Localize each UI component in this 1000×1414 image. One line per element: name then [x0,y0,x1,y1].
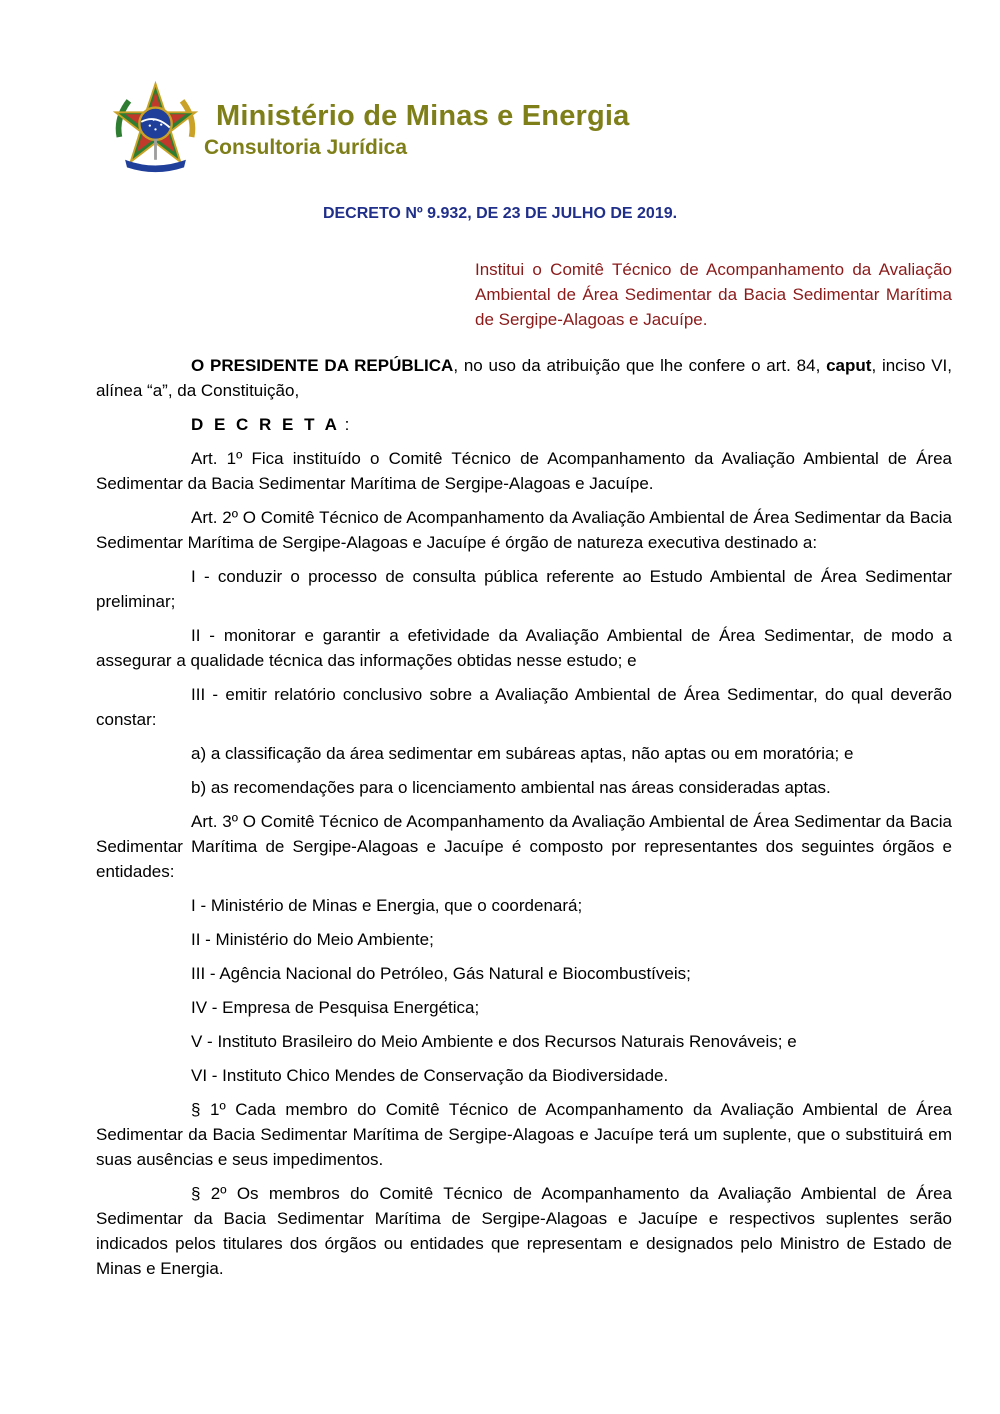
article-2: Art. 2º O Comitê Técnico de Acompanhamento da Avaliação Ambiental de Área Sedimentar da Bacia Sedimentar Marítima de Sergipe-Alagoas e Jacuípe é órgão de natureza executiva destinado a: [96,508,952,552]
article-3: Art. 3º O Comitê Técnico de Acompanhamento da Avaliação Ambiental de Área Sedimentar da Bacia Sedimentar Marítima de Sergipe-Alagoas e Jacuípe é composto por representantes dos seguintes órgãos e entidades: [96,812,952,881]
article-3-item-iii: III - Agência Nacional do Petróleo, Gás Natural e Biocombustíveis; [191,964,691,983]
article-2-item-ii: II - monitorar e garantir a efetividade da Avaliação Ambiental de Área Sedimentar, de modo a assegurar a qualidade técnica das informações obtidas nesse estudo; e [96,626,952,670]
decree-ementa: Institui o Comitê Técnico de Acompanhamento da Avaliação Ambiental de Área Sedimentar da Bacia Sedimentar Marítima de Sergipe-Alagoas e Jacuípe. [475,260,952,329]
preamble-text-a: , no uso da atribuição que lhe confere o art. 84, [453,356,827,375]
article-3-item-vi: VI - Instituto Chico Mendes de Conservação da Biodiversidade. [191,1066,669,1085]
decreta-label: D E C R E T A [191,415,340,434]
coat-of-arms-seal-icon [108,80,203,175]
article-3-item-iv: IV - Empresa de Pesquisa Energética; [191,998,480,1017]
article-3-item-i: I - Ministério de Minas e Energia, que o coordenará; [191,896,583,915]
preamble [96,353,952,403]
preamble-caput: caput [826,356,872,375]
article-3-item-ii: II - Ministério do Meio Ambiente; [191,930,434,949]
preamble-text-b: , inciso VI, alínea “a”, da Constituição, [96,356,952,400]
article-3-paragraph-2: § 2º Os membros do Comitê Técnico de Acompanhamento da Avaliação Ambiental de Área Sedimentar da Bacia Sedimentar Marítima de Sergipe-Alagoas e Jacuípe e respectivos suplentes serão indicados pelos titulares dos órgãos ou entidades que representam e designados pelo Ministro de Estado de Minas e Energia. [96,1184,952,1278]
article-3-item-v: V - Instituto Brasileiro do Meio Ambiente e dos Recursos Naturais Renováveis; e [191,1032,797,1051]
decreta-suffix: : [339,415,350,434]
preamble-subject: O PRESIDENTE DA REPÚBLICA [191,356,454,375]
article-2-alinea-b: b) as recomendações para o licenciamento ambiental nas áreas consideradas aptas. [191,778,831,797]
decree-body [96,353,952,1290]
letterhead [108,80,708,180]
office-name: Consultoria Jurídica [204,136,408,159]
article-2-item-i: I - conduzir o processo de consulta pública referente ao Estudo Ambiental de Área Sedimentar preliminar; [96,567,952,611]
article-2-item-iii: III - emitir relatório conclusivo sobre a Avaliação Ambiental de Área Sedimentar, do qual deverão constar: [96,685,952,729]
ministry-name: Ministério de Minas e Energia [216,100,630,132]
article-3-paragraph-1: § 1º Cada membro do Comitê Técnico de Acompanhamento da Avaliação Ambiental de Área Sedimentar da Bacia Sedimentar Marítima de Sergipe-Alagoas e Jacuípe terá um suplente, que o substituirá em suas ausências e seus impedimentos. [96,1100,952,1169]
article-2-alinea-a: a) a classificação da área sedimentar em subáreas aptas, não aptas ou em moratória; e [191,744,854,763]
decree-title: DECRETO Nº 9.932, DE 23 DE JULHO DE 2019. [322,205,678,222]
decreta-heading [96,412,952,437]
article-1: Art. 1º Fica instituído o Comitê Técnico de Acompanhamento da Avaliação Ambiental de Área Sedimentar da Bacia Sedimentar Marítima de Sergipe-Alagoas e Jacuípe. [96,449,952,493]
